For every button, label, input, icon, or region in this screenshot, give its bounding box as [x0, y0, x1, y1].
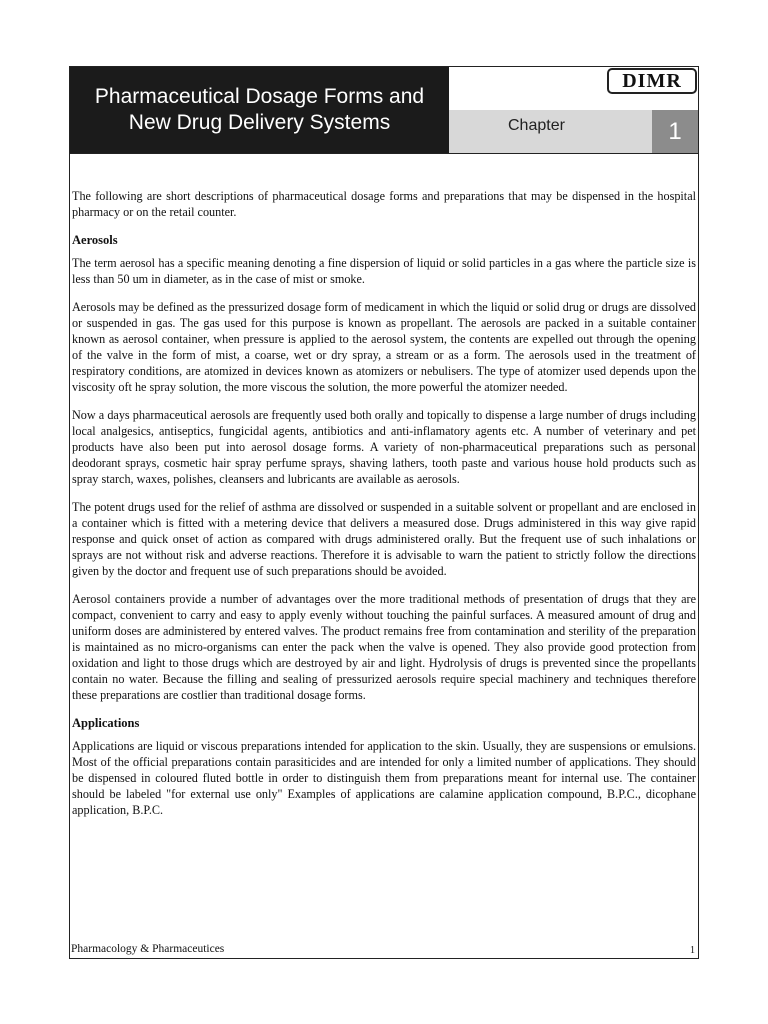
section-heading-aerosols: Aerosols [72, 233, 118, 247]
paragraph: Aerosol containers provide a number of advantages over the more traditional methods of presentation of drugs that they are compact, convenient to carry and easy to apply evenly without touching the painful surfaces. A measured amount of drug and uniform doses are administered by entered valves. The product remains free from contamination and sterility of the preparation is maintained as no micro-organisms can enter the pack when the valve is opened. They also provide good protection from oxidation and light to those drugs which are destroyed by air and light. Hydrolysis of drugs is prevented since the propellants contain no water. Because the filling and sealing of pressurized aerosols require special machinery and techniques therefore these preparations are costlier than traditional dosage forms. [72, 592, 696, 702]
chapter-title-line-2: New Drug Delivery Systems [128, 111, 391, 134]
paragraph: The potent drugs used for the relief of asthma are dissolved or suspended in a suitable solvent or propellant and are enclosed in a container which is fitted with a metering device that delivers a measured dose. Drugs administered in this way give rapid response and quick onset of action as compared with drugs administered orally. But the frequent use of such inhalations or sprays are not without risk and adverse reactions. Therefore it is advisable to warn the patient to strictly follow the directions given by the doctor and frequent use of such preparations should be avoided. [72, 500, 696, 578]
chapter-label: Chapter [508, 117, 565, 134]
footer-page-number: 1 [690, 945, 695, 956]
page-content [72, 188, 696, 830]
intro-paragraph: The following are short descriptions of pharmaceutical dosage forms and preparations that may be dispensed in the hospital pharmacy or on the retail counter. [72, 189, 696, 219]
chapter-title-line-1: Pharmaceutical Dosage Forms and [94, 85, 425, 108]
paragraph: Applications are liquid or viscous preparations intended for application to the skin. Usually, they are suspensions or emulsions. Most of the official preparations contain parasiticides and are intended for only a limited number of applications. They should be dispensed in coloured fluted bottle in order to distinguish them from preparations meant for internal use. The container should be labeled "for external use only" Examples of applications are calamine application compound, B.P.C., dicophane application, B.P.C. [72, 739, 696, 817]
chapter-header [70, 67, 698, 154]
footer-subject: Pharmacology & Pharmaceutices [71, 943, 225, 955]
chapter-number: 1 [652, 110, 698, 153]
paragraph: Now a days pharmaceutical aerosols are frequently used both orally and topically to dispense a large number of drugs including local analgesics, antiseptics, fungicidal agents, antibiotics and anti-inflamatory agents etc. A number of veterinary and pet products have also been put into aerosol dosage forms. A variety of non-pharmaceutical preparations such as personal deodorant sprays, cosmetic hair spray perfume sprays, shaving lathers, tooth paste and various house hold products such as spray starch, waxes, polishes, cleansers and lubricants are available as aerosols. [72, 408, 696, 486]
section-heading-applications: Applications [72, 716, 140, 730]
chapter-title [70, 67, 449, 153]
paragraph: Aerosols may be defined as the pressurized dosage form of medicament in which the liquid or solid drug or drugs are dissolved or suspended in gas. The gas used for this purpose is known as propellant. The aerosols are packed in a suitable container known as aerosol container, when pressure is applied to the aerosol system, the contents are expelled out through the opening of the valve in the form of mist, a coarse, wet or dry spray, a stream or as a form. The aerosols used in the treatment of respiratory conditions, are atomized in devices known as atomizers or nebulisers. The type of atomizer used depends upon the viscosity oft he spray solution, the more viscous the solution, the more powerful the atomizer needed. [72, 300, 696, 394]
paragraph: The term aerosol has a specific meaning denoting a fine dispersion of liquid or solid particles in a gas where the particle size is less than 50 um in diameter, as in the case of mist or smoke. [72, 256, 696, 286]
dimr-logo: DIMR [607, 68, 697, 94]
